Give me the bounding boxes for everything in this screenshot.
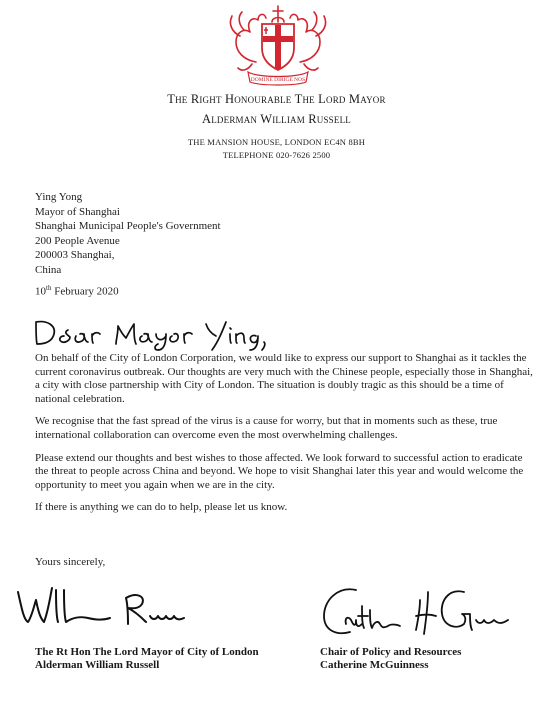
- date-rest: February 2020: [51, 285, 119, 298]
- signatory-right: [320, 646, 461, 672]
- date-suffix: th: [46, 284, 52, 292]
- signatory-title: The Rt Hon The Lord Mayor of City of London: [35, 646, 259, 658]
- date-day: 10: [35, 285, 46, 298]
- letter-date: [35, 284, 119, 298]
- crest-motto: DOMINE DIRIGE NOS: [250, 77, 306, 83]
- city-of-london-coat-of-arms-icon: [222, 2, 334, 86]
- body-paragraph: On behalf of the City of London Corporation, we would like to express our support to Shanghai as it tackles the current coronavirus outbreak. Our thoughts are very much with the Chinese people, especially those in Shanghai, a city with close partnership with City of London. The situation is doubly tragic as this should be a time of national celebration.: [35, 352, 533, 405]
- recipient-line: 200 People Avenue: [35, 234, 120, 247]
- body-paragraph: We recognise that the fast spread of the virus is a cause for worry, but that in moments such as these, true international collaboration can overcome even the most overwhelming challenges.: [35, 415, 498, 441]
- recipient-line: Mayor of Shanghai: [35, 205, 120, 218]
- recipient-line: Shanghai Municipal People's Government: [35, 220, 221, 233]
- signatory-name: Catherine McGuinness: [320, 659, 429, 671]
- letterhead-address: THE MANSION HOUSE, LONDON EC4N 8BH: [187, 137, 366, 147]
- signature-catherine-mcguinness: [316, 580, 516, 644]
- body-paragraph: Please extend our thoughts and best wishes to those affected. We look forward to successful action to eradicate the threat to people across China and beyond. We hope to visit Shanghai later this year and would welcome the opportunity to meet you again when we are in the city.: [35, 451, 524, 491]
- letter-body: [35, 352, 535, 524]
- signatory-left: [35, 646, 259, 672]
- letterhead-telephone: TELEPHONE 020-7626 2500: [222, 150, 331, 160]
- body-paragraph: If there is anything we can do to help, please let us know.: [35, 501, 288, 514]
- signatory-title: Chair of Policy and Resources: [320, 646, 462, 658]
- recipient-line: 200003 Shanghai,: [35, 249, 115, 262]
- signoff: Yours sincerely,: [35, 556, 106, 568]
- signatory-name: Alderman William Russell: [35, 659, 160, 671]
- recipient-address: [35, 190, 221, 278]
- letterhead-name: Alderman William Russell: [202, 112, 351, 126]
- signature-william-russell: [10, 576, 200, 642]
- salutation-handwritten: [30, 312, 270, 352]
- letterhead-title: The Right Honourable The Lord Mayor: [167, 92, 386, 106]
- recipient-line: Ying Yong: [35, 191, 83, 203]
- recipient-line: China: [35, 263, 62, 276]
